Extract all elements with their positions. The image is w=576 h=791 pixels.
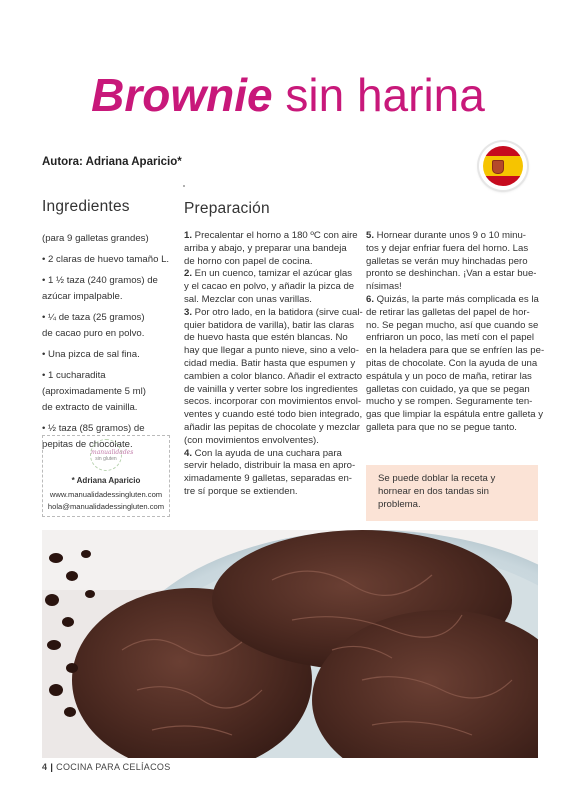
step-text-line: gas que limpiar la espátula entre galleta y: [366, 409, 544, 421]
step-text-line: de vainilla y verter sobre los ingredientes: [184, 383, 358, 395]
preparation-heading: Preparación: [184, 200, 270, 217]
step-text-line: 1. Precalentar el horno a 180 ºC con aire: [184, 230, 358, 241]
magazine-name: COCINA PARA CELÍACOS: [56, 762, 171, 772]
ingredient-line: • ½ taza (85 gramos) de: [42, 423, 145, 434]
ingredient-line: • 1 ½ taza (240 gramos) de: [42, 275, 158, 286]
tip-line: hornear en dos tandas sin: [378, 486, 489, 497]
ingredient-line: pepitas de chocolate.: [42, 439, 133, 450]
ingredient-line: • 2 claras de huevo tamaño L.: [42, 254, 170, 265]
step-text-line: (con movimientos envolventes).: [184, 434, 319, 446]
preparation-column-1: [184, 230, 363, 499]
ingredients-heading: Ingredientes: [42, 198, 130, 215]
step-text-line: sal. Mezclar con unas varillas.: [184, 293, 312, 305]
title-rest: sin harina: [272, 69, 485, 121]
author-card: [42, 435, 170, 517]
brand-logo: [90, 439, 134, 471]
ingredient-line: • ¼ de taza (25 gramos): [42, 312, 145, 323]
step-text-line: de huevo hasta que estén blancas. No: [184, 332, 348, 344]
step-text-line: 2. En un cuenco, tamizar el azúcar glas: [184, 268, 352, 280]
page-title: [0, 68, 576, 122]
step-text-line: galletas con cuidado, ya que se pegan: [366, 383, 530, 395]
step-text-line: 3. Por otro lado, en la batidora (sirve cual-: [184, 306, 363, 318]
step-text-line: tre sí porque se extienden.: [184, 485, 298, 497]
ingredient-line: de cacao puro en polvo.: [42, 328, 145, 339]
flag-stripes: [483, 146, 523, 186]
logo-line-2: sin gluten: [95, 456, 117, 462]
step-text-line: galleta para que no se pegue tanto.: [366, 421, 517, 433]
step-text-line: 6. Quizás, la parte más complicada es la: [366, 293, 539, 305]
tip-box: [366, 465, 538, 521]
ingredients-list: [42, 231, 170, 453]
decorative-dot: [183, 185, 185, 187]
step-text-line: cidad media. Batir hasta que espumen y: [184, 357, 356, 369]
step-text-line: ventes y cuando esté todo bien integrado,: [184, 409, 363, 421]
step-text-line: 5. Hornear durante unos 9 o 10 minu-: [366, 230, 527, 241]
step-text-line: servir helado, distribuir la masa en apro-: [184, 460, 356, 472]
step-text-line: mucho y se rompen. Seguramente ten-: [366, 396, 533, 408]
ingredient-line: de extracto de vainilla.: [42, 402, 138, 413]
ingredient-line: • Una pizca de sal fina.: [42, 349, 140, 360]
step-text-line: galletas se verán muy hinchadas pero: [366, 255, 528, 267]
step-text-line: de retirar las galletas del papel de hor-: [366, 306, 530, 318]
step-text-line: 4. Con la ayuda de una cuchara para: [184, 447, 342, 459]
step-text-line: quier batidora de varilla), batir las claras: [184, 319, 355, 331]
step-text-line: espátula y un poco de maña, retirar las: [366, 370, 532, 382]
brownie-photo-illustration: [42, 530, 538, 758]
step-text-line: nísimas!: [366, 281, 402, 293]
brownie-photo: [42, 530, 538, 758]
step-text-line: añadir las pepitas de chocolate y mezclar: [184, 421, 360, 433]
ingredient-line: azúcar impalpable.: [42, 291, 123, 302]
step-text-line: ximadamente 9 galletas, separadas en-: [184, 473, 352, 485]
author-byline: Autora: Adriana Aparicio*: [42, 156, 182, 168]
logo-line-1: manualidades: [91, 449, 134, 456]
tip-line: problema.: [378, 499, 421, 510]
tip-line: Se puede doblar la receta y: [378, 473, 496, 484]
step-text-line: hay que llegar a punto nieve, sino a velo-: [184, 345, 359, 357]
ingredient-line: • 1 cucharadita: [42, 370, 106, 381]
card-author-name: * Adriana Aparicio: [71, 476, 141, 485]
ingredient-line: (para 9 galletas grandes): [42, 233, 149, 244]
ingredient-line: (aproximadamente 5 ml): [42, 386, 146, 397]
coat-of-arms: [492, 160, 504, 174]
spain-flag-icon: [479, 142, 527, 190]
page-footer: [42, 762, 171, 772]
step-text-line: pitas de chocolate. Con la ayuda de una: [366, 357, 538, 369]
step-text-line: y el cacao en polvo, y añadir la pizca de: [184, 281, 355, 293]
step-text-line: enfriaron un poco, las metí con el papel: [366, 332, 534, 344]
step-text-line: pronto se deshinchan. ¡Van a estar bue-: [366, 268, 537, 280]
step-text-line: tos y dejar enfriar fuera del horno. Las: [366, 242, 529, 254]
preparation-column-2: [366, 230, 545, 435]
title-bold: Brownie: [91, 69, 273, 121]
step-text-line: en la heladera para que se enfríen las pe-: [366, 345, 545, 357]
step-text-line: cambien a color blanco. Añadir el extracto: [184, 370, 363, 382]
step-text-line: no. Se pegan mucho, así que cuando se: [366, 319, 539, 331]
email-link[interactable]: hola@manualidadessingluten.com: [47, 502, 165, 511]
step-text-line: de horno con papel de cocina.: [184, 255, 313, 267]
step-text-line: secos. incorporar con movimientos envol-: [184, 396, 362, 408]
step-text-line: arriba y abajo, y preparar una bandeja: [184, 242, 347, 254]
website-link[interactable]: www.manualidadessingluten.com: [49, 490, 163, 499]
footer-separator: |: [50, 762, 54, 772]
page-number: 4: [42, 762, 48, 772]
